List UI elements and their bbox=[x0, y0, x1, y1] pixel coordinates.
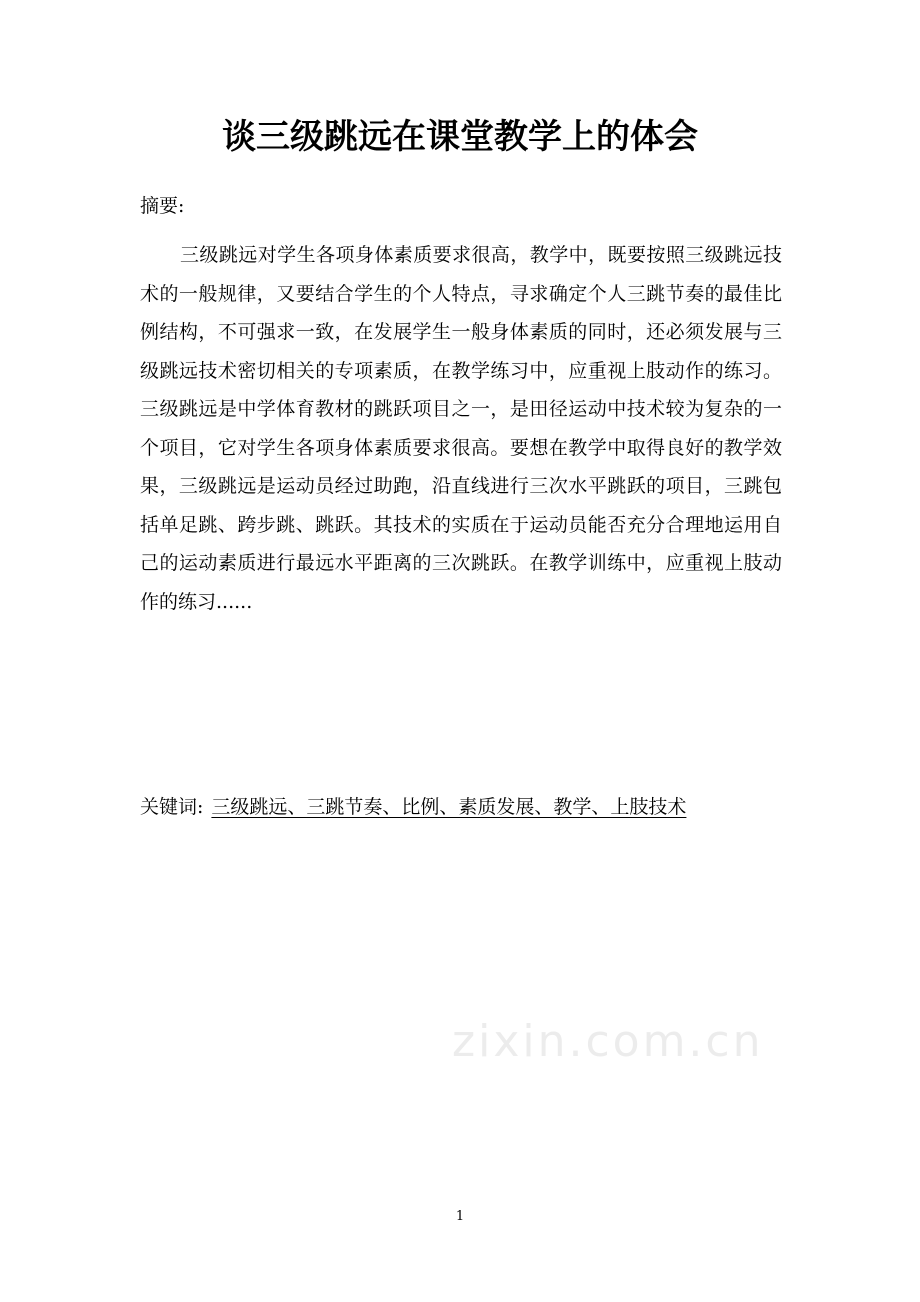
abstract-body: 三级跳远对学生各项身体素质要求很高，教学中，既要按照三级跳远技术的一般规律，又要结合学生的个人特点，寻求确定个人三跳节奏的最佳比例结构，不可强求一致，在发展学生一般身体素质的同时，还必须发展与三级跳远技术密切相关的专项素质，在教学练习中，应重视上肢动作的练习。三级跳远是中学体育教材的跳跃项目之一，是田径运动中技术较为复杂的一个项目，它对学生各项身体素质要求很高。要想在教学中取得良好的教学效果，三级跳远是运动员经过助跑，沿直线进行三次水平跳跃的项目，三跳包括单足跳、跨步跳、跳跃。其技术的实质在于运动员能否充分合理地运用自己的运动素质进行最远水平距离的三次跳跃。在教学训练中，应重视上肢动作的练习...... bbox=[140, 244, 782, 613]
keywords-value: 三级跳远、三跳节奏、比例、素质发展、教学、上肢技术 bbox=[211, 796, 687, 818]
abstract-label: 摘要: bbox=[140, 195, 185, 217]
watermark-text: zixin.com.cn bbox=[452, 1016, 764, 1067]
page-number: 1 bbox=[455, 1209, 465, 1224]
keywords-line bbox=[140, 791, 800, 823]
keywords-label: 关键词: bbox=[140, 796, 204, 818]
document-title: 谈三级跳远在课堂教学上的体会 bbox=[222, 117, 698, 157]
